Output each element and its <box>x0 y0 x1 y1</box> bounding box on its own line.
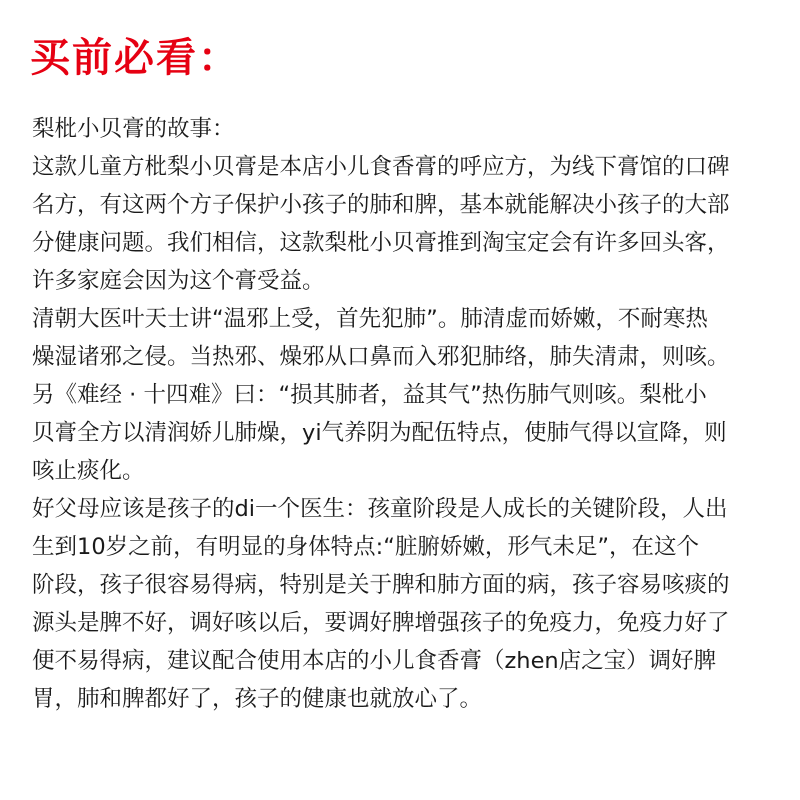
page-title: 买前必看： <box>30 35 240 81</box>
text-line: 这款儿童方枇梨小贝膏是本店小儿食香膏的呼应方，为线下膏馆的口碑 <box>32 154 730 180</box>
text-line: 贝膏全方以清润娇儿肺燥，yi气养阴为配伍特点，使肺气得以宣降，则 <box>32 420 727 446</box>
text-line: 源头是脾不好，调好咳以后，要调好脾增强孩子的免疫力，免疫力好了 <box>32 610 730 636</box>
text-line: 燥湿诸邪之侵。当热邪、燥邪从口鼻而入邪犯肺络，肺失清肃，则咳。 <box>32 344 730 370</box>
text-line: 许多家庭会因为这个膏受益。 <box>32 268 325 294</box>
text-line: 分健康问题。我们相信，这款梨枇小贝膏推到淘宝定会有许多回头客， <box>32 230 730 256</box>
article-body <box>32 110 784 718</box>
text-line: 阶段，孩子很容易得病，特别是关于脾和肺方面的病，孩子容易咳痰的 <box>32 572 730 598</box>
text-line: 生到10岁之前，有明显的身体特点:“脏腑娇嫩，形气未足”，在这个 <box>32 534 700 560</box>
text-line: 梨枇小贝膏的故事： <box>32 116 235 142</box>
text-line: 便不易得病，建议配合使用本店的小儿食香膏（zhen店之宝）调好脾 <box>32 648 717 674</box>
text-line: 咳止痰化。 <box>32 458 145 484</box>
text-line: 清朝大医叶天士讲“温邪上受，首先犯肺”。肺清虚而娇嫩，不耐寒热 <box>32 306 708 332</box>
text-line: 名方，有这两个方子保护小孩子的肺和脾，基本就能解决小孩子的大部 <box>32 192 730 218</box>
text-line: 另《难经 · 十四难》曰：“损其肺者，益其气”热伤肺气则咳。梨枇小 <box>32 382 707 408</box>
text-line: 好父母应该是孩子的di一个医生：孩童阶段是人成长的关键阶段，人出 <box>32 496 728 522</box>
text-line: 胃，肺和脾都好了，孩子的健康也就放心了。 <box>32 686 483 712</box>
